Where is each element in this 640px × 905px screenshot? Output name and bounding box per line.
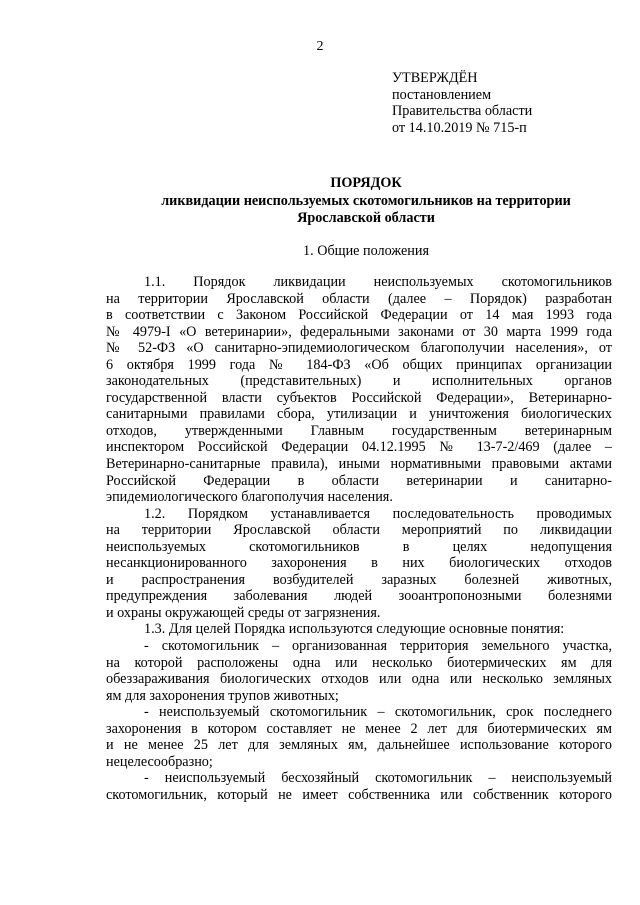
- approval-line: УТВЕРЖДЁН: [392, 70, 478, 86]
- text-line: на которой расположены одна или несколько биотермических ям для: [106, 654, 612, 671]
- text-line: скотомогильник, который не имеет собственника или собственник которого: [106, 786, 612, 803]
- text-line: 1.3. Для целей Порядка используются следующие основные понятия:: [144, 621, 565, 638]
- title-line: ликвидации неиспользуемых скотомогильников на территории: [161, 192, 571, 209]
- document-body: [106, 274, 612, 804]
- text-line: - скотомогильник – организованная территория земельного участка,: [144, 638, 612, 655]
- text-line: эпидемиологического благополучия населения.: [106, 489, 393, 506]
- text-line: обеззараживания биологических отходов или одна или несколько земляных: [106, 671, 612, 688]
- text-line: и не менее 25 лет для земляных ям, дальнейшее использование которого: [106, 737, 612, 754]
- text-line: в соответствии с Законом Российской Федерации от 14 мая 1993 года: [106, 307, 612, 324]
- approval-block: [392, 70, 532, 136]
- document-title: [106, 175, 626, 228]
- text-line: захоронения в котором составляет не менее 2 лет для биотермических ям: [106, 720, 612, 737]
- text-line: отходов, утвержденными Главным государственным ветеринарным: [106, 422, 612, 439]
- section-heading: 1. Общие положения: [303, 243, 429, 259]
- text-line: Российской Федерации в области ветеринарии и санитарно-: [106, 472, 612, 489]
- text-line: нецелесообразно;: [106, 753, 213, 770]
- text-line: на территории Ярославской области (далее – Порядок) разработан: [106, 290, 612, 307]
- approval-line: постановлением: [392, 86, 492, 103]
- text-line: законодательных (представительных) и исполнительных органов: [106, 373, 612, 390]
- text-line: предупреждения заболевания людей зооантропонозными болезнями: [106, 588, 612, 605]
- text-line: - неиспользуемый скотомогильник – скотомогильник, срок последнего: [144, 704, 612, 721]
- text-line: № 52-ФЗ «О санитарно-эпидемиологическом благополучии населения», от: [106, 340, 612, 357]
- text-line: на территории Ярославской области мероприятий по ликвидации: [106, 522, 612, 539]
- approval-line: Правительства области: [392, 103, 533, 119]
- text-line: ям для захоронения трупов животных;: [106, 687, 339, 704]
- text-line: Ветеринарно-санитарные правила), иными нормативными правовыми актами: [106, 456, 612, 473]
- text-line: несанкционированного захоронения в них биологических отходов: [106, 555, 612, 572]
- text-line: неиспользуемых скотомогильников в целях недопущения: [106, 538, 612, 555]
- title-line: Ярославской области: [297, 210, 435, 226]
- text-line: санитарными правилами сбора, утилизации и уничтожения биологических: [106, 406, 612, 423]
- text-line: 1.2. Порядком устанавливается последовательность проводимых: [144, 505, 612, 522]
- text-line: и охраны окружающей среды от загрязнения.: [106, 604, 381, 621]
- page-number: 2: [316, 39, 324, 54]
- text-line: № 4979-I «О ветеринарии», федеральными законами от 30 марта 1999 года: [106, 323, 612, 340]
- text-line: 6 октября 1999 года № 184-ФЗ «Об общих принципах организации: [106, 356, 612, 373]
- title-line: ПОРЯДОК: [330, 175, 402, 191]
- text-line: инспектором Российской Федерации 04.12.1995 № 13-7-2/469 (далее –: [106, 439, 612, 456]
- text-line: государственной власти субъектов Российской Федерации», Ветеринарно-: [106, 389, 612, 406]
- approval-line: от 14.10.2019 № 715-п: [392, 119, 527, 136]
- text-line: и распространения возбудителей заразных болезней животных,: [106, 571, 612, 588]
- text-line: 1.1. Порядок ликвидации неиспользуемых скотомогильников: [144, 274, 612, 290]
- text-line: - неиспользуемый бесхозяйный скотомогильник – неиспользуемый: [144, 770, 612, 787]
